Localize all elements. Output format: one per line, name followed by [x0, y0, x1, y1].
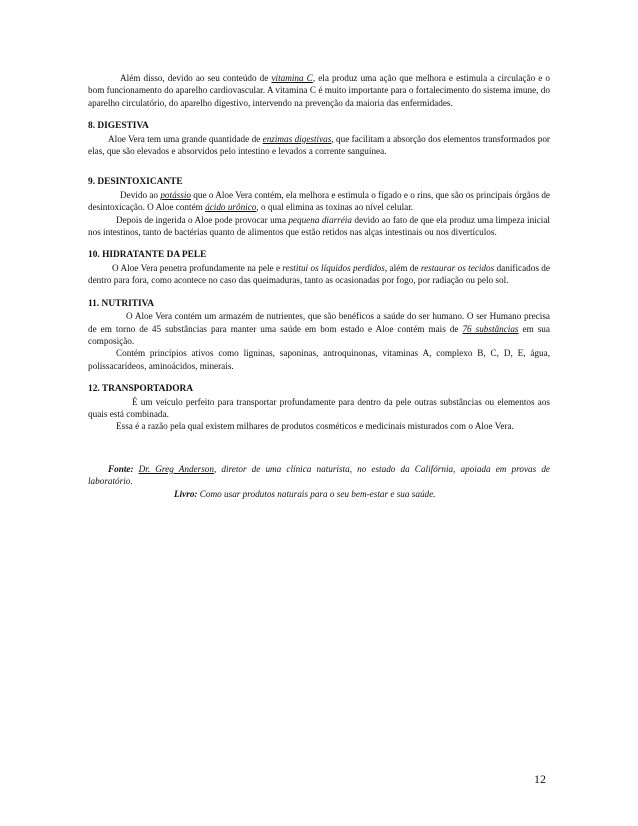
- intro-paragraph: Além disso, devido ao seu conteúdo de vitamina C, ela produz uma ação que melhora e estimula a circulação e o bom funcionamento do aparelho cardiovascular. A vitamina C é muito importante para o fortalecimento do sistema imune, do aparelho circulatório, do aparelho digestivo, intervendo na prevenção da maioria das enfermidades.: [88, 73, 551, 108]
- page-body: [88, 72, 550, 500]
- potassio-link[interactable]: potássio: [160, 189, 191, 200]
- section-11-title: 11. NUTRITIVA: [88, 298, 154, 309]
- vitamina-c-link[interactable]: vitamina C: [271, 73, 313, 83]
- section-12-paragraph-2: Essa é a razão pela qual existem milhares de produtos cosméticos e medicinais misturados com o Aloe Vera.: [116, 421, 514, 432]
- section-11-paragraph-1: O Aloe Vera contém um armazém de nutrientes, que são benéficos a saúde do ser humano. O ser Humano precisa de em torno de 45 substâncias para manter uma saúde em bom estado e Aloe contém mais de 76 substâncias em sua composição.: [88, 311, 550, 346]
- section-8-title: 8. DIGESTIVA: [88, 121, 149, 132]
- section-9-title: 9. DESINTOXICANTE: [88, 177, 183, 188]
- section-10-title: 10. HIDRATANTE DA PELE: [88, 250, 207, 261]
- acido-uronico-link[interactable]: ácido urônico: [205, 202, 257, 213]
- section-8-paragraph: Aloe Vera tem uma grande quantidade de enzimas digestivas, que facilitam a absorção dos elementos transformados por elas, que são elevados e absorvidos pelo intestino e levados a corrente sanguínea.: [88, 133, 550, 157]
- book-reference: Livro: Como usar produtos naturais para o seu bem-estar e sua saúde.: [174, 488, 436, 499]
- 76-substancias-link[interactable]: 76 substâncias: [462, 323, 519, 334]
- section-12-paragraph-1: É um veículo perfeito para transportar profundamente para dentro da pele outras substâncias ou elementos aos quais está combinada.: [88, 396, 550, 419]
- source-paragraph: Fonte: Dr. Greg Anderson, diretor de uma clínica naturista, no estado da Califórnia, apoiada em provas de laboratório.: [88, 463, 551, 487]
- section-10-paragraph: O Aloe Vera penetra profundamente na pele e restitui os líquidos perdidos, além de restaurar os tecidos danificados de dentro para fora, como acontece no caso das queimaduras, tanto as ocasionadas por fogo, por radiação ou pelo sol.: [88, 262, 550, 286]
- section-12-title: 12. TRANSPORTADORA: [88, 384, 194, 395]
- section-11-paragraph-2: Contém princípios ativos como ligninas, saponinas, antroquinonas, vitaminas A, complexo B, C, D, E, água, polissacarídeos, aminoácidos, minerais.: [88, 348, 550, 371]
- page-number: 12: [534, 772, 546, 786]
- section-9-paragraph-1: Devido ao potássio que o Aloe Vera contém, ela melhora e estimula o fígado e o rins, que são os principais órgãos de desintoxicação. O Aloe contém ácido urônico, o qual elimina as toxinas ao nível celular.: [88, 189, 550, 213]
- author-link[interactable]: Dr. Greg Anderson: [138, 463, 214, 474]
- enzimas-digestivas-link[interactable]: enzimas digestivas: [262, 133, 332, 144]
- section-9-paragraph-2: Depois de ingerida o Aloe pode provocar uma pequena diarréia devido ao fato de que ela produz uma limpeza inicial nos intestinos, tanto de bactérias quanto de alimentos que estão retidos nas alças intestinais ou nos divertículos.: [88, 214, 550, 238]
